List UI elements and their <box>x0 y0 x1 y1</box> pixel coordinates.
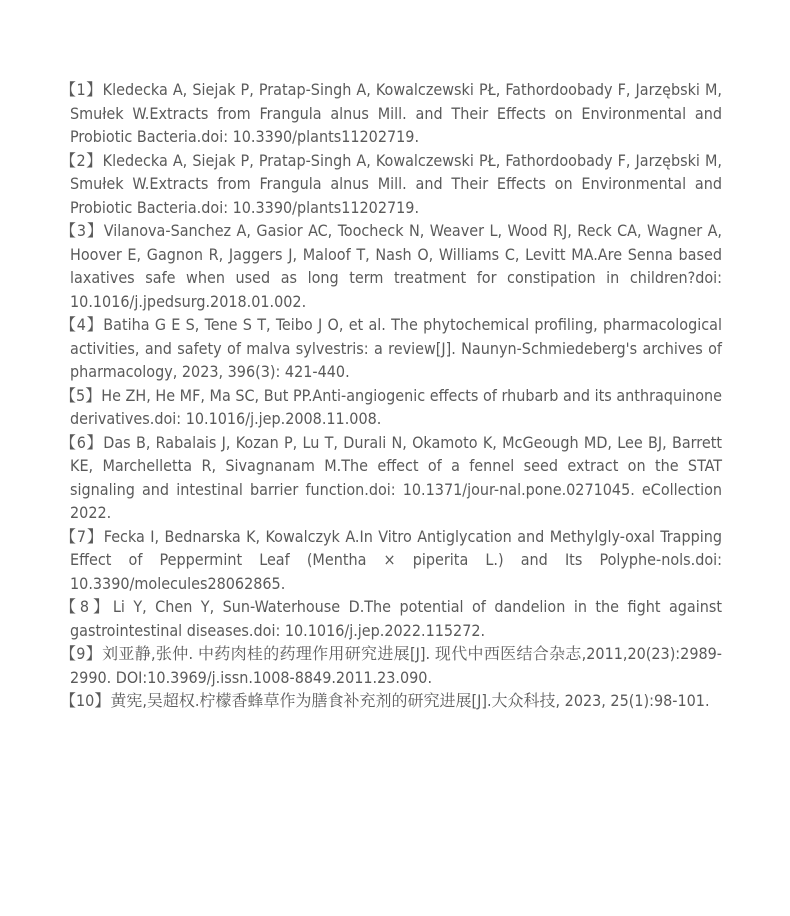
reference-item-1 <box>60 78 722 149</box>
reference-text: Fecka I, Bednarska K, Kowalczyk A.In Vitro Antiglycation and Methylgly-oxal Trapping Effect of Peppermint Leaf (Mentha × piperita L.) and Its Polyphe-nols.doi: 10.3390/molecules28062865. <box>70 526 722 593</box>
reference-item-3 <box>60 219 722 313</box>
reference-number: 【9】 <box>60 644 103 663</box>
reference-number: 【3】 <box>60 221 104 240</box>
reference-number: 【5】 <box>60 385 102 405</box>
reference-text: Vilanova-Sanchez A, Gasior AC, Toocheck N, Weaver L, Wood RJ, Reck CA, Wagner A, Hoover E, Gagnon R, Jaggers J, Maloof T, Nash O, Williams C, Levitt MA.Are Senna based laxatives safe when used as long term treatment for constipation in children?doi: 10.1016/j.jpedsurg.2018.01.002. <box>70 221 722 311</box>
reference-item-9 <box>60 642 722 689</box>
reference-text: Kledecka A, Siejak P, Pratap-Singh A, Kowalczewski PŁ, Fathordoobady F, Jarzębski M, Smułek W.Extracts from Frangula alnus Mill. and Their Effects on Environmental and Probiotic Bacteria.doi: 10.3390/plants11202719. <box>70 150 722 217</box>
reference-text: Li Y, Chen Y, Sun-Waterhouse D.The potential of dandelion in the fight against gastrointestinal diseases.doi: 10.1016/j.jep.2022.115272. <box>70 597 722 640</box>
reference-item-10 <box>60 689 722 713</box>
reference-text: 黄宪,吴超权.柠檬香蜂草作为膳食补充剂的研究进展[J].大众科技, 2023, 25(1):98-101. <box>110 691 710 710</box>
reference-text: He ZH, He MF, Ma SC, But PP.Anti-angiogenic effects of rhubarb and its anthraquinone derivatives.doi: 10.1016/j.jep.2008.11.008. <box>70 385 722 428</box>
reference-text: 刘亚静,张仲. 中药肉桂的药理作用研究进展[J]. 现代中西医结合杂志,2011,20(23):2989-2990. DOI:10.3969/j.issn.1008-8849.2011.23.090. <box>70 644 722 687</box>
reference-number: 【6】 <box>60 432 104 452</box>
reference-item-4 <box>60 313 722 384</box>
reference-item-6 <box>60 431 722 525</box>
reference-item-5 <box>60 384 722 431</box>
reference-item-7 <box>60 525 722 596</box>
reference-number: 【10】 <box>60 691 111 710</box>
reference-item-2 <box>60 149 722 220</box>
reference-text: Kledecka A, Siejak P, Pratap-Singh A, Kowalczewski PŁ, Fathordoobady F, Jarzębski M, Smułek W.Extracts from Frangula alnus Mill. and Their Effects on Environmental and Probiotic Bacteria.doi: 10.3390/plants11202719. <box>70 80 722 146</box>
reference-number: 【1】 <box>60 80 103 99</box>
reference-number: 【2】 <box>60 150 103 170</box>
reference-text: Das B, Rabalais J, Kozan P, Lu T, Durali N, Okamoto K, McGeough MD, Lee BJ, Barrett KE, Marchelletta R, Sivagnanam M.The effect of a fennel seed extract on the STAT signaling and intestinal barrier function.doi: 10.1371/jour-nal.pone.0271045. eCollection 2022. <box>70 432 722 522</box>
reference-text: Batiha G E S, Tene S T, Teibo J O, et al. The phytochemical profiling, pharmacological activities, and safety of malva sylvestris: a review[J]. Naunyn-Schmiedeberg's archives of pharmacology, 2023, 396(3): 421-440. <box>70 315 722 381</box>
reference-number: 【7】 <box>60 526 104 546</box>
reference-item-8 <box>60 595 722 642</box>
reference-number: 【8】 <box>60 597 113 616</box>
reference-list <box>60 78 722 713</box>
reference-number: 【4】 <box>60 315 104 334</box>
